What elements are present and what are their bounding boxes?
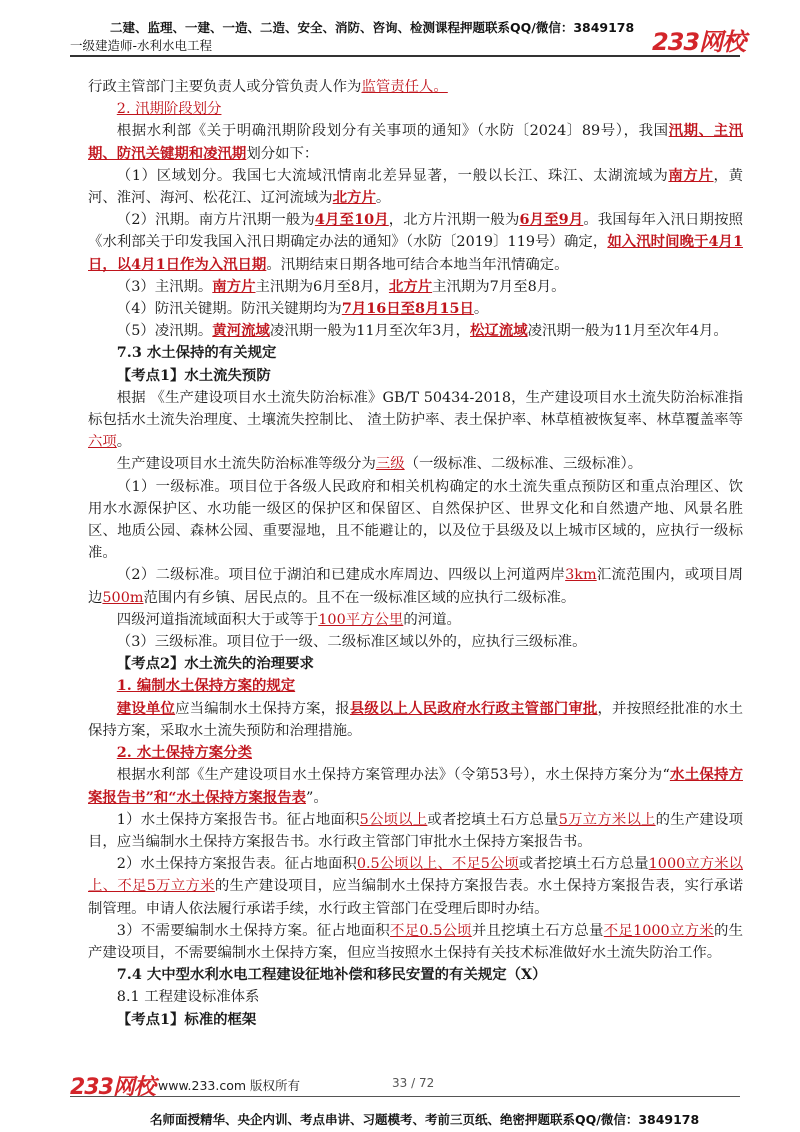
subheading bbox=[88, 742, 743, 764]
emphasis-text: 监管责任人。 bbox=[361, 79, 448, 95]
text-run: 或者挖填土石方总量 bbox=[518, 856, 649, 873]
paragraph bbox=[88, 809, 743, 853]
paragraph bbox=[88, 165, 743, 209]
paragraph bbox=[88, 564, 743, 608]
emphasis-text: 黄河流域 bbox=[212, 322, 270, 340]
text-run: （一级标准、二级标准、三级标准）。 bbox=[404, 456, 643, 473]
emphasis-text: 7月16日至8月15日 bbox=[341, 300, 474, 318]
emphasis-text: 松辽流域 bbox=[470, 322, 528, 340]
paragraph bbox=[88, 609, 743, 631]
emphasis-text: 5公顷以上 bbox=[359, 811, 428, 828]
emphasis-text: 三级 bbox=[375, 456, 405, 473]
section-heading bbox=[88, 986, 743, 1008]
text-run: 范围内有乡镇、居民点的。且不在一级标准区域的应执行二级标准。 bbox=[143, 589, 576, 606]
emphasis-text: 不足1000立方米 bbox=[603, 922, 714, 939]
emphasis-text: 县级以上人民政府水行政主管部门审批 bbox=[349, 699, 598, 717]
text-run: （4）防汛关键期。防汛关键期均为 bbox=[116, 301, 342, 318]
emphasis-text: 六项 bbox=[88, 434, 117, 451]
emphasis-text: 500m bbox=[102, 589, 144, 606]
paragraph bbox=[88, 276, 743, 298]
text-run: 并且挖填土石方总量 bbox=[471, 922, 604, 939]
text-run: 3）不需要编制水土保持方案。征占地面积 bbox=[116, 922, 391, 939]
subheading bbox=[88, 675, 743, 697]
emphasis-text: 南方片 bbox=[212, 277, 256, 295]
emphasis-text: 4月至10月 bbox=[314, 211, 389, 229]
text-run: ，黄河、淮河、海河、松花江、辽河流域为 bbox=[88, 167, 743, 207]
emphasis-text: 如入汛时间晚于4月1日，以4月1日作为入汛日期 bbox=[88, 233, 743, 273]
text-run: （1）区域划分。我国七大流域汛情南北差异显著，一般以长江、珠江、太湖流域为 bbox=[116, 167, 669, 184]
text-run: 【考点1】水土流失预防 bbox=[116, 366, 271, 384]
footer-divider bbox=[70, 1096, 740, 1097]
emphasis-text: 3km bbox=[565, 567, 597, 584]
paragraph bbox=[88, 120, 743, 164]
brand-logo: 233网校 bbox=[652, 28, 746, 56]
emphasis-text: 建设单位 bbox=[116, 699, 176, 717]
paragraph bbox=[88, 298, 743, 320]
text-run: 。 bbox=[473, 301, 489, 318]
page-header bbox=[0, 0, 800, 60]
header-contact-line: 二建、监理、一建、一造、二造、安全、消防、咨询、检测课程押题联系QQ/微信：3849178 bbox=[110, 20, 635, 35]
paragraph bbox=[88, 698, 743, 742]
emphasis-text: 1000立方米以上、不足5万立方米 bbox=[88, 856, 743, 895]
text-run: ，并按照经批准的水土保持方案，采取水土流失预防和治理措施。 bbox=[88, 700, 743, 739]
emphasis-text: 6月至9月 bbox=[519, 211, 584, 229]
paragraph bbox=[88, 76, 743, 98]
text-run: 凌汛期一般为11月至次年4月。 bbox=[527, 323, 728, 340]
text-run: 四级河道指流域面积大于或等于 bbox=[116, 611, 319, 628]
text-run: ”。 bbox=[306, 789, 328, 806]
text-run: 汇流范围内，或项目周边 bbox=[88, 567, 743, 606]
paragraph bbox=[88, 853, 743, 920]
emphasis-text: 汛期、主汛期、防汛关键期和凌汛期 bbox=[88, 122, 743, 162]
emphasis-text: 5万立方米以上 bbox=[558, 811, 656, 828]
emphasis-text: 北方片 bbox=[388, 277, 433, 295]
text-run: 。 bbox=[375, 190, 391, 207]
text-run: （2）二级标准。项目位于湖泊和已建成水库周边、四级以上河道两岸 bbox=[116, 567, 566, 584]
header-course-title: 一级建造师-水利水电工程 bbox=[70, 38, 213, 53]
text-run: 的生产建设项目，应当编制水土保持方案报告书。水行政主管部门审批水土保持方案报告书。 bbox=[88, 811, 743, 850]
text-run: 的生产建设项目，不需要编制水土保持方案，但应当按照水土保持有关技术标准做好水土流失防治工作。 bbox=[88, 922, 743, 961]
topic-heading bbox=[88, 653, 743, 675]
footer-slogan: 名师面授精华、央企内训、考点串讲、习题模考、考前三页纸、绝密押题联系QQ/微信：3849178 bbox=[150, 1112, 700, 1127]
header-divider bbox=[70, 55, 740, 57]
text-run: （1）一级标准。项目位于各级人民政府和相关机构确定的水土流失重点预防区和重点治理区、饮用水水源保护区、水功能一级区的保护区和保留区、自然保护区、世界文化和自然遗产地、风景名胜区、地质公园、森林公园、重要湿地，且不能避让的，以及位于县级及以上城市区域的，应执行一级标准。 bbox=[88, 478, 743, 562]
text-run: 或者挖填土石方总量 bbox=[427, 811, 559, 828]
paragraph bbox=[88, 320, 743, 342]
topic-heading bbox=[88, 1009, 743, 1031]
paragraph bbox=[88, 209, 743, 276]
emphasis-text: 南方片 bbox=[668, 166, 714, 184]
text-run: 2）水土保持方案报告表。征占地面积 bbox=[116, 856, 357, 873]
footer-copyright: www.233.com 版权所有 bbox=[158, 1078, 300, 1093]
paragraph bbox=[88, 98, 743, 120]
text-run: （5）凌汛期。 bbox=[116, 323, 213, 340]
emphasis-text: 水土保持方案报告书”和“水土保持方案报告表 bbox=[88, 766, 743, 806]
text-run: （3）主汛期。 bbox=[116, 278, 213, 295]
text-run: 主汛期为6月至8月， bbox=[255, 278, 389, 295]
emphasis-text: 不足0.5公顷 bbox=[390, 922, 472, 939]
emphasis-text: 0.5公顷以上、不足5公顷 bbox=[356, 856, 519, 873]
text-run: 根据 《生产建设项目水土流失防治标准》GB/T 50434-2018，生产建设项目水土流失防治标准指标包括水土流失治理度、土壤流失控制比、 渣土防护率、表土保护率、林草植被恢复率、林草覆盖率等 bbox=[88, 389, 743, 429]
topic-heading bbox=[88, 365, 743, 387]
paragraph bbox=[88, 920, 743, 964]
emphasis-text: 100平方公里 bbox=[318, 611, 404, 628]
text-run: 生产建设项目水土流失防治标准等级分为 bbox=[116, 456, 376, 473]
text-run: 。我国每年入汛日期按照《水利部关于印发我国入汛日期确定办法的通知》（水防〔2019〕119号）确定， bbox=[88, 212, 743, 251]
text-run: 1）水土保持方案报告书。征占地面积 bbox=[116, 811, 360, 828]
emphasis-text: 2. 水土保持方案分类 bbox=[116, 744, 252, 762]
text-run: 应当编制水土保持方案，报 bbox=[175, 700, 350, 717]
text-run: 【考点2】水土流失的治理要求 bbox=[116, 655, 314, 673]
section-heading bbox=[88, 342, 743, 364]
section-heading bbox=[88, 964, 743, 986]
paragraph bbox=[88, 476, 743, 565]
text-run: 。汛期结束日期各地可结合本地当年汛情确定。 bbox=[266, 256, 569, 273]
paragraph bbox=[88, 631, 743, 653]
text-run: 根据水利部《生产建设项目水土保持方案管理办法》（令第53号），水土保持方案分为“ bbox=[116, 767, 670, 784]
text-run: 8.1 工程建设标准体系 bbox=[116, 989, 260, 1006]
text-run: 主汛期为7月至8月。 bbox=[432, 278, 566, 295]
text-run: 7.4 大中型水利水电工程建设征地补偿和移民安置的有关规定（X） bbox=[116, 966, 547, 984]
emphasis-text: 北方片 bbox=[332, 189, 376, 207]
text-run: 。 bbox=[116, 434, 132, 451]
page-number: 33 / 72 bbox=[392, 1076, 435, 1090]
text-run: （3）三级标准。项目位于一级、二级标准区域以外的，应执行三级标准。 bbox=[116, 634, 587, 651]
document-body bbox=[88, 76, 743, 1031]
text-run: 的河道。 bbox=[403, 611, 461, 628]
paragraph bbox=[88, 387, 743, 454]
text-run: 凌汛期一般为11月至次年3月， bbox=[269, 323, 471, 340]
text-run: 行政主管部门主要负责人或分管负责人作为 bbox=[88, 79, 362, 95]
text-run: （2）汛期。南方片汛期一般为 bbox=[116, 212, 315, 229]
footer-logo: 233网校 bbox=[70, 1075, 155, 1100]
text-run: 的生产建设项目，应当编制水土保持方案报告表。水土保持方案报告表，实行承诺制管理。申请人依法履行承诺手续，水行政主管部门在受理后即时办结。 bbox=[88, 878, 743, 917]
text-run: ，北方片汛期一般为 bbox=[388, 212, 520, 229]
text-run: 划分如下： bbox=[246, 145, 319, 162]
emphasis-text: 1. 编制水土保持方案的规定 bbox=[116, 677, 296, 695]
text-run: 【考点1】标准的框架 bbox=[116, 1010, 257, 1028]
paragraph bbox=[88, 453, 743, 475]
paragraph bbox=[88, 764, 743, 808]
text-run: 7.3 水土保持的有关规定 bbox=[116, 344, 277, 362]
emphasis-text: 2. 汛期阶段划分 bbox=[116, 101, 222, 118]
page-footer bbox=[0, 1070, 800, 1132]
text-run: 根据水利部《关于明确汛期阶段划分有关事项的通知》（水防〔2024〕89号），我国 bbox=[116, 123, 669, 140]
